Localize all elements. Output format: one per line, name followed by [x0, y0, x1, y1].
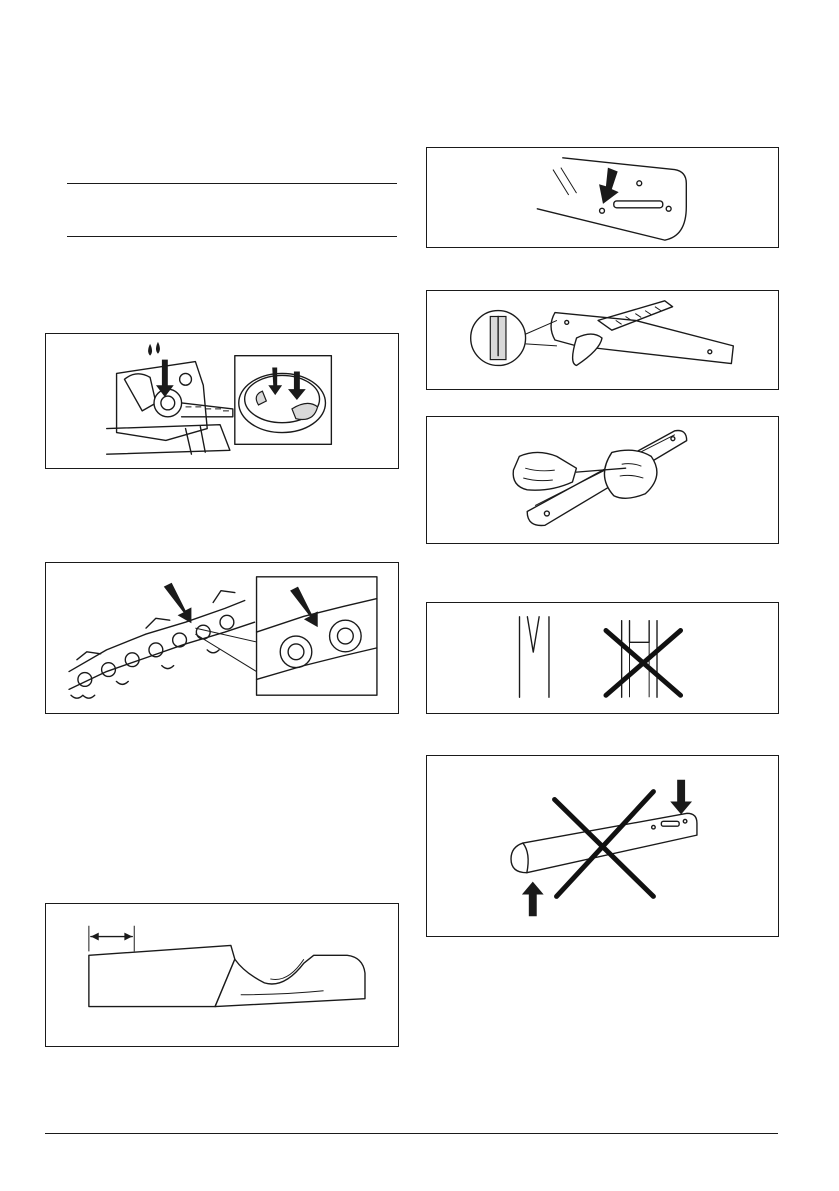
- note-rule-top: [67, 183, 397, 184]
- figure-bar-groove-file: [426, 290, 779, 390]
- figure-chain-drive-link: [45, 562, 399, 714]
- chain-icon: [46, 563, 398, 713]
- figure-depth-gauge-measure: [45, 903, 399, 1047]
- figure-groove-correct-wrong: [426, 602, 779, 714]
- figure-bar-turn-over: [426, 755, 779, 937]
- figure-bar-burr-removal: [426, 416, 779, 544]
- note-rule-bottom: [67, 236, 397, 237]
- bar-icon: [427, 148, 778, 247]
- footer-rule: [45, 1133, 778, 1134]
- figure-bar-oil-hole: [426, 147, 779, 248]
- lubrication-icon: [46, 334, 398, 468]
- groove-icon: [427, 603, 778, 713]
- figure-oil-filler-sprocket: [45, 333, 399, 469]
- bar-icon: [427, 756, 778, 936]
- file-icon: [427, 291, 778, 389]
- hand-icon: [427, 417, 778, 543]
- cutter-icon: [46, 904, 398, 1046]
